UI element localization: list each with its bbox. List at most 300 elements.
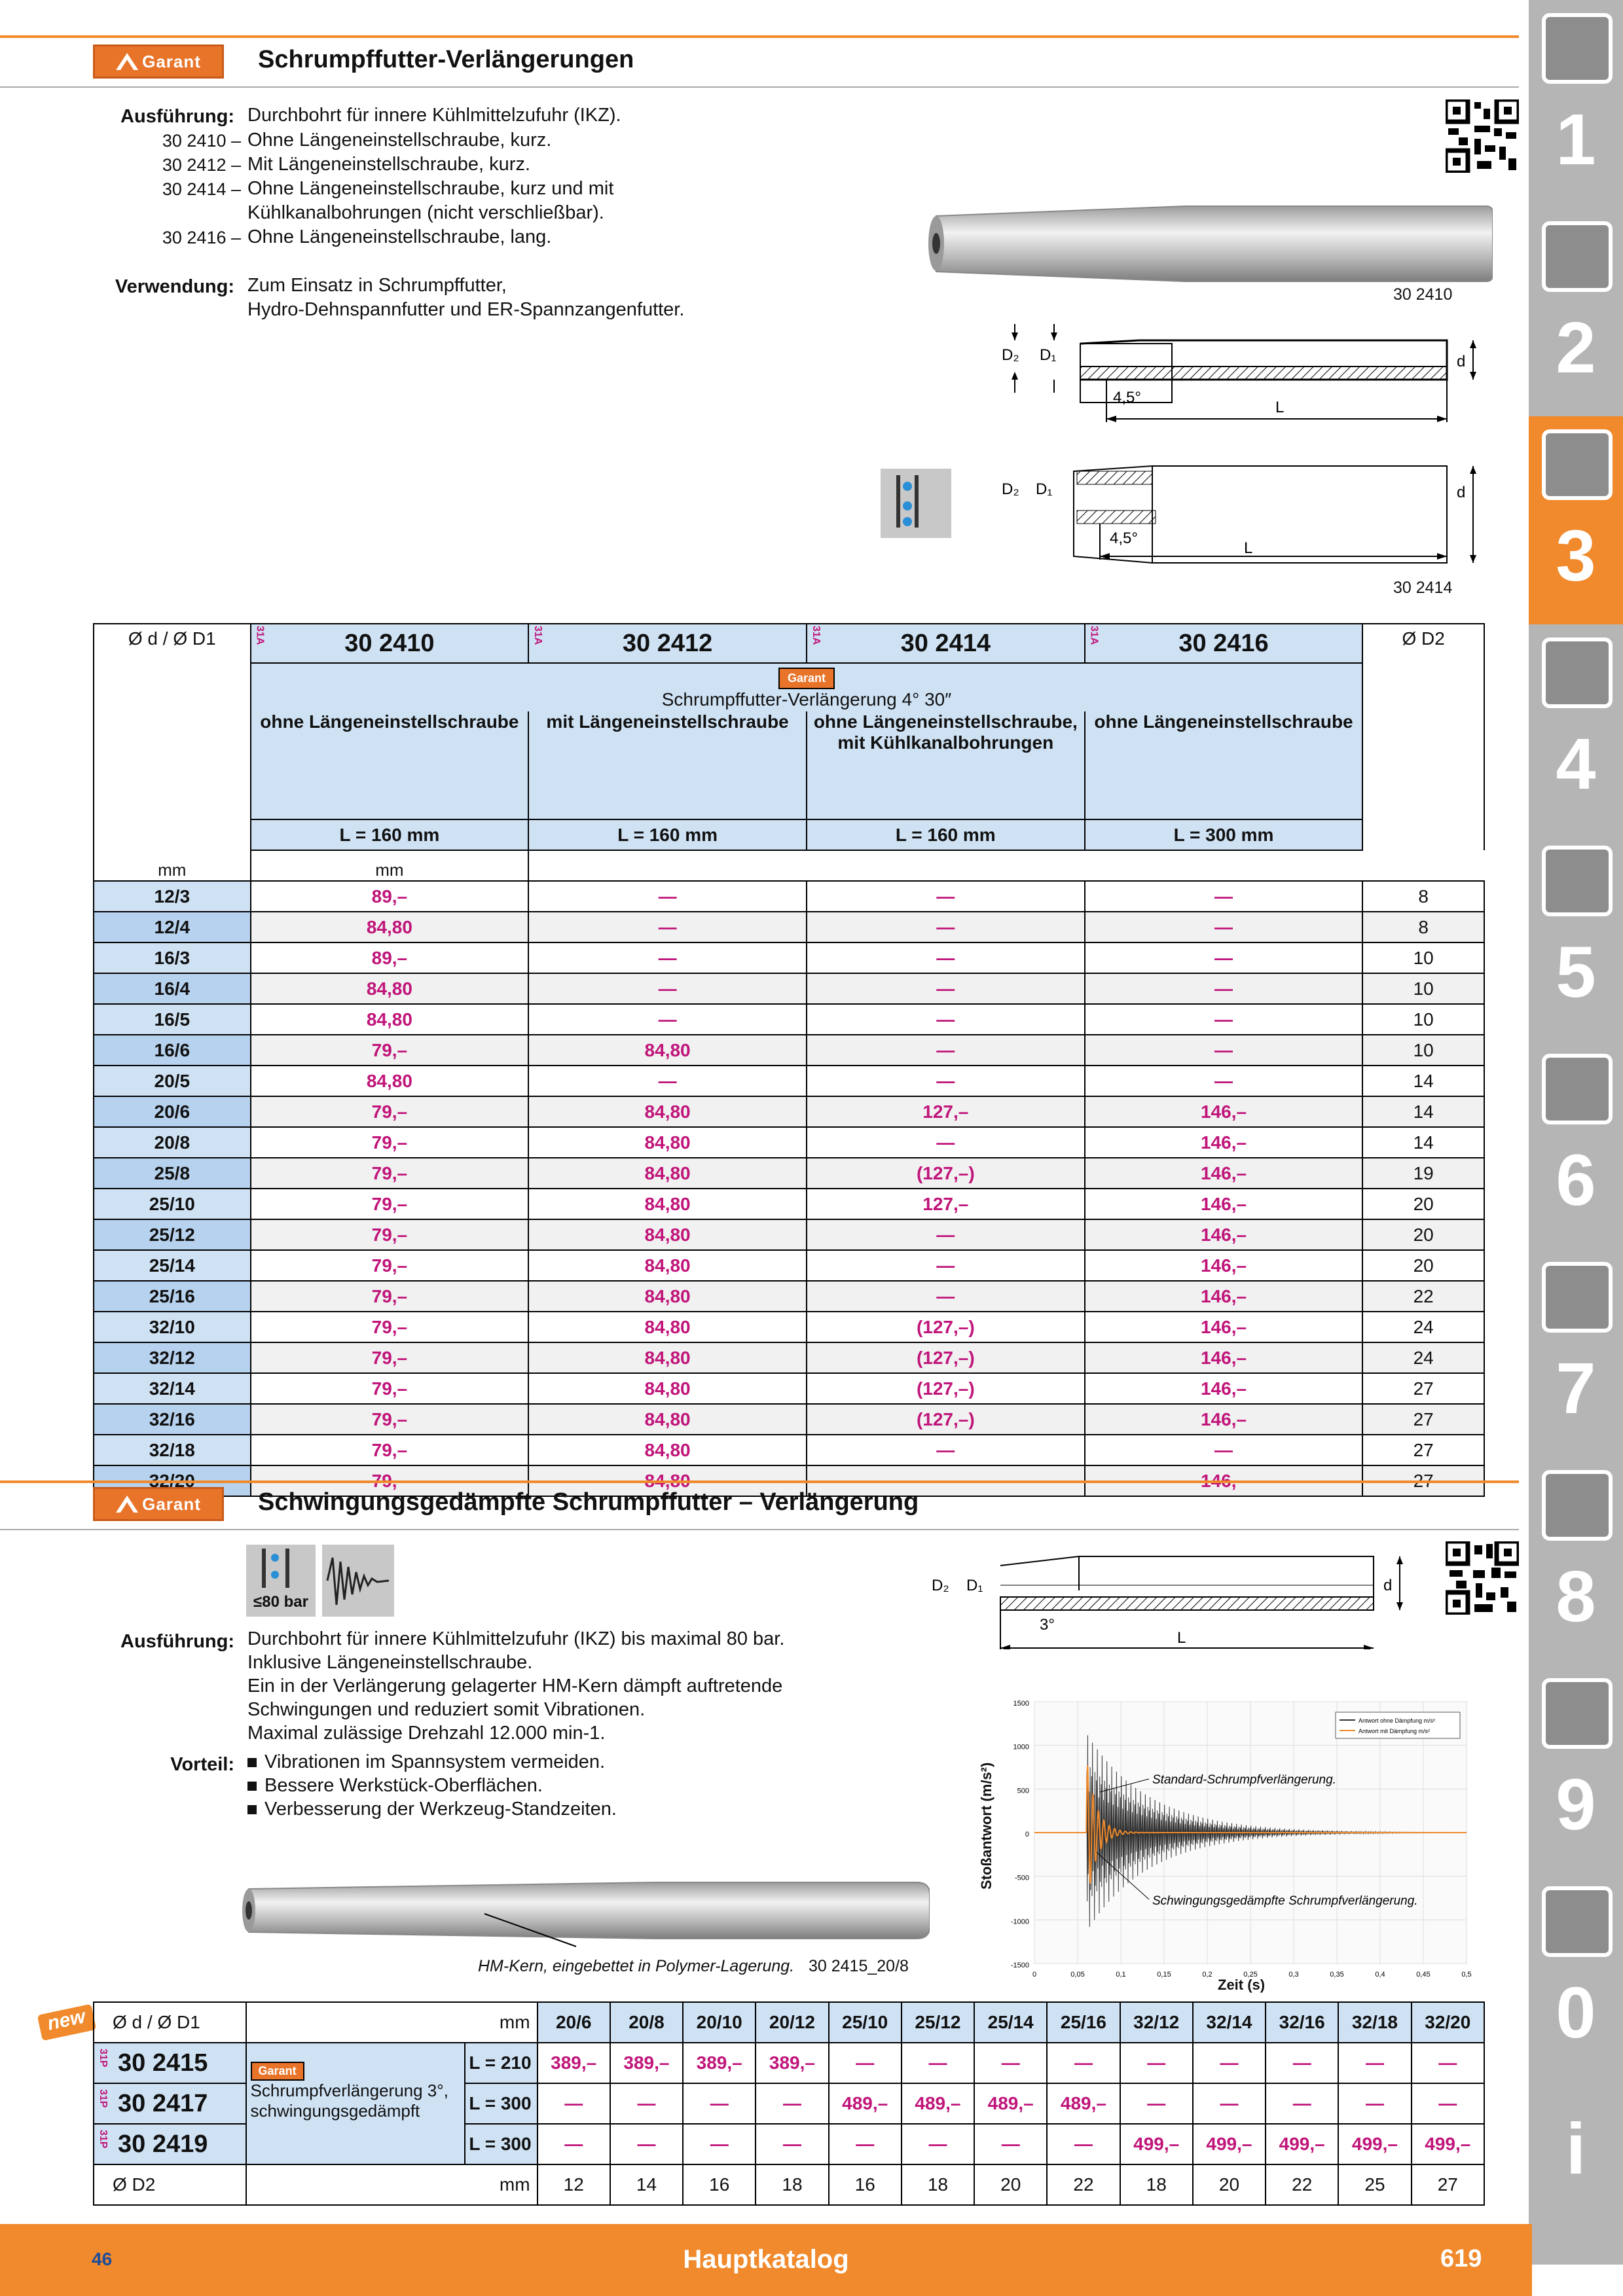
price-cell: (127,–) (807, 1404, 1085, 1435)
price-cell: — (1193, 2083, 1266, 2124)
table-row (94, 1035, 1484, 1066)
price-cell: 89,– (251, 881, 529, 912)
chart-ylabel: Stoßantwort (m/s²) (978, 1762, 994, 1890)
garant-logo-2: Garant (93, 1487, 224, 1521)
table-row (94, 1127, 1484, 1158)
dia-cell: 16/4 (94, 973, 251, 1004)
price-cell: 84,80 (528, 1435, 807, 1465)
title-underline (0, 86, 1519, 88)
unit-dia: mm (94, 850, 251, 881)
variant-code: 30 2412 – (162, 155, 241, 175)
bullet-icon (247, 1758, 257, 1767)
size-header: 25/14 (974, 2002, 1047, 2043)
price-cell: 146,– (1085, 1342, 1363, 1373)
legend-label: Antwort mit Dämpfung m/s² (1359, 1728, 1431, 1734)
dia-cell: 16/6 (94, 1035, 251, 1066)
saw-icon (1542, 846, 1613, 916)
price-cell: — (1338, 2083, 1411, 2124)
size-header: 32/12 (1120, 2002, 1193, 2043)
price-cell: 84,80 (528, 1189, 807, 1219)
svg-text:L: L (1177, 1629, 1186, 1647)
table-row (94, 1435, 1484, 1465)
d2-cell: 14 (1362, 1066, 1484, 1096)
d2-cell: 12 (538, 2164, 610, 2205)
price-cell: — (1085, 881, 1363, 912)
price-cell: 146,– (1085, 1404, 1363, 1435)
price-cell: — (807, 1250, 1085, 1281)
price-cell: — (807, 1281, 1085, 1312)
price-cell: — (807, 1219, 1085, 1250)
price-cell: 499,– (1193, 2124, 1266, 2164)
size-header: 20/12 (756, 2002, 828, 2043)
tab-2[interactable] (1529, 208, 1623, 418)
d2-cell: 16 (829, 2164, 902, 2205)
dia-cell: 32/16 (94, 1404, 251, 1435)
price-cell: 79,– (251, 1342, 529, 1373)
d2-cell: 10 (1362, 1004, 1484, 1035)
d2-cell: 22 (1266, 2164, 1338, 2205)
ausf-label: Ausführung: (120, 106, 234, 127)
header-code-2: 31A 30 2412 (528, 624, 807, 663)
size-header: 20/8 (610, 2002, 683, 2043)
d2-cell: 20 (1362, 1219, 1484, 1250)
dia-cell: 12/3 (94, 881, 251, 912)
price-cell: 79,– (251, 1250, 529, 1281)
price-cell: — (807, 1035, 1085, 1066)
drill-icon (1542, 13, 1613, 84)
price-cell: 79,– (251, 1404, 529, 1435)
tag-31p: 31P (98, 2089, 109, 2108)
tab-7[interactable] (1529, 1249, 1623, 1458)
price-cell: 389,– (683, 2043, 756, 2083)
vorteil-label: Vorteil: (170, 1754, 234, 1775)
verw-text-2: Hydro-Dehnspannfutter und ER-Spannzangenfutter. (247, 299, 685, 320)
y-tick-label: 1000 (1013, 1743, 1029, 1751)
header-d2: Ø D2 (1362, 624, 1484, 850)
img-caption-302414: 30 2414 (1393, 579, 1453, 597)
table-row (94, 1004, 1484, 1035)
price-cell: — (902, 2124, 974, 2164)
dia-cell: 32/18 (94, 1435, 251, 1465)
svg-text:L: L (1244, 539, 1253, 557)
product-image-302415 (236, 1868, 930, 1953)
product-desc (246, 2043, 465, 2164)
d2-cell: 24 (1362, 1342, 1484, 1373)
dia-cell: 20/8 (94, 1127, 251, 1158)
annotation-standard: Standard-Schrumpfverlängerung. (1152, 1773, 1336, 1787)
tab-number: 8 (1556, 1556, 1596, 1637)
d2-unit: mm (246, 2164, 538, 2205)
price-cell: — (829, 2043, 902, 2083)
desc-line: schwingungsgedämpft (250, 2101, 420, 2121)
length-cell: L = 210 (465, 2043, 537, 2083)
d2-cell: 16 (683, 2164, 756, 2205)
tab-number: 3 (1556, 516, 1596, 596)
tech-drawing-302410 (995, 314, 1506, 432)
price-cell: 79,– (251, 1035, 529, 1066)
img-caption-302410: 30 2410 (1393, 285, 1453, 304)
d2-cell: 18 (1120, 2164, 1193, 2205)
d2-cell: 10 (1362, 1035, 1484, 1066)
price-cell: 489,– (902, 2083, 974, 2124)
tab-3[interactable] (1529, 416, 1623, 626)
tab-number: 2 (1556, 308, 1596, 388)
dia-cell: 25/10 (94, 1189, 251, 1219)
price-cell: 79,– (251, 1312, 529, 1342)
section2-underline (0, 1529, 1519, 1530)
tab-6[interactable] (1529, 1041, 1623, 1250)
header-subtitle: Garant Schrumpffutter-Verlängerung 4° 30″ (251, 663, 1363, 711)
price-cell: — (528, 1004, 807, 1035)
product-image-302410 (923, 183, 1493, 301)
svg-text:4,5°: 4,5° (1113, 389, 1141, 406)
tab-number: 4 (1556, 724, 1596, 804)
ausf2-line: Maximal zulässige Drehzahl 12.000 min-1. (247, 1723, 606, 1744)
footer-bar (0, 2224, 1532, 2296)
dia-cell: 20/5 (94, 1066, 251, 1096)
table-row (94, 1066, 1484, 1096)
price-cell: 84,80 (528, 1158, 807, 1189)
price-cell: 84,80 (251, 1066, 529, 1096)
price-cell: 146,– (1085, 1250, 1363, 1281)
d2-cell: 8 (1362, 881, 1484, 912)
size-header: 32/20 (1412, 2002, 1484, 2043)
ausf2-label: Ausführung: (120, 1631, 234, 1652)
tab-9[interactable] (1529, 1665, 1623, 1874)
top-rule (0, 35, 1519, 38)
price-cell: — (1120, 2083, 1193, 2124)
price-cell: 146,– (1085, 1373, 1363, 1404)
dia-cell: 25/12 (94, 1219, 251, 1250)
tab-number: 0 (1556, 1973, 1596, 2053)
price-cell: 84,80 (528, 1373, 807, 1404)
code-text: 30 2419 (118, 2130, 208, 2158)
y-tick-label: 1500 (1013, 1700, 1029, 1708)
price-cell: — (1085, 912, 1363, 942)
annotation-damped: Schwingungsgedämpfte Schrumpfverlängerung. (1152, 1894, 1418, 1908)
x-tick-label: 0,05 (1070, 1971, 1085, 1979)
caliper-icon (1542, 637, 1613, 708)
tab-number: 5 (1556, 932, 1596, 1013)
img2-code: 30 2415_20/8 (809, 1957, 909, 1975)
price-cell: — (807, 1066, 1085, 1096)
price-cell: 84,80 (251, 1004, 529, 1035)
variant-code: 30 2410 – (162, 131, 241, 151)
price-cell: 499,– (1266, 2124, 1338, 2164)
price-cell: 146,– (1085, 1127, 1363, 1158)
dia-cell: 12/4 (94, 912, 251, 942)
tab-number: i (1565, 2109, 1586, 2189)
price-cell: — (756, 2124, 828, 2164)
price-cell: 489,– (829, 2083, 902, 2124)
d2-cell: 19 (1362, 1158, 1484, 1189)
insert-icon (1542, 221, 1613, 292)
price-cell: — (1193, 2043, 1266, 2083)
dia-cell: 20/6 (94, 1096, 251, 1127)
tab-0[interactable] (1529, 1873, 1623, 2083)
d2-cell: 18 (902, 2164, 974, 2205)
unit-d2: mm (251, 850, 529, 881)
x-tick-label: 0,3 (1288, 1971, 1299, 1979)
d2-cell: 20 (974, 2164, 1047, 2205)
price-cell: — (528, 912, 807, 942)
header-code-4: 31A 30 2416 (1085, 624, 1363, 663)
footer-page-number: 619 (1440, 2245, 1482, 2272)
price-table-1 (93, 623, 1485, 1497)
d2-cell: 27 (1362, 1373, 1484, 1404)
price-cell: — (683, 2124, 756, 2164)
coolant-icon (881, 469, 951, 538)
tech-drawing-302415 (928, 1538, 1426, 1649)
svg-text:4,5°: 4,5° (1110, 529, 1138, 547)
price-cell: 146,– (1085, 1281, 1363, 1312)
price-cell: 84,80 (528, 1219, 807, 1250)
len-4: L = 300 mm (1085, 819, 1363, 850)
d2-cell: 24 (1362, 1312, 1484, 1342)
dia-cell: 16/5 (94, 1004, 251, 1035)
svg-text:3°: 3° (1040, 1616, 1055, 1634)
garant-logo: Garant (93, 45, 224, 79)
variant-code: 30 2416 – (162, 228, 241, 247)
dia-cell: 32/14 (94, 1373, 251, 1404)
chart-xlabel: Zeit (s) (1218, 1977, 1266, 1993)
code-text: 30 2417 (118, 2089, 208, 2117)
tag-31p: 31P (98, 2049, 109, 2068)
price-cell: — (1085, 973, 1363, 1004)
ausf2-line: Ein in der Verlängerung gelagerter HM-Kern dämpft auftretende (247, 1676, 783, 1696)
dia-cell: 32/12 (94, 1342, 251, 1373)
bullet-icon (247, 1805, 257, 1814)
price-cell: 84,80 (251, 912, 529, 942)
svg-text:D₁: D₁ (966, 1577, 983, 1594)
svg-text:D₂: D₂ (1002, 480, 1019, 498)
length-cell: L = 300 (465, 2124, 537, 2164)
y-tick-label: -1000 (1010, 1918, 1029, 1926)
variant-text: Ohne Längeneinstellschraube, kurz. (247, 130, 552, 151)
len-2: L = 160 mm (528, 819, 807, 850)
ausf2-line: Inklusive Längeneinstellschraube. (247, 1652, 533, 1673)
ausf2-line: Durchbohrt für innere Kühlmittelzufuhr (IKZ) bis maximal 80 bar. (247, 1628, 785, 1649)
d2-cell: 20 (1193, 2164, 1266, 2205)
dia-cell: 25/16 (94, 1281, 251, 1312)
tab-i[interactable] (1529, 2081, 1623, 2265)
table-row (94, 1404, 1484, 1435)
tab-8[interactable] (1529, 1457, 1623, 1666)
d2-cell: 25 (1338, 2164, 1411, 2205)
dia-cell: 25/14 (94, 1250, 251, 1281)
table-row (94, 1096, 1484, 1127)
coolant-80bar-icon: ≤80 bar (246, 1545, 316, 1617)
size-header: 20/10 (683, 2002, 756, 2043)
pliers-icon (1542, 1262, 1613, 1333)
svg-text:D₁: D₁ (1040, 346, 1057, 364)
svg-text:d: d (1457, 484, 1466, 501)
price-cell: — (528, 1066, 807, 1096)
price-cell: 79,– (251, 1158, 529, 1189)
price-cell: — (538, 2124, 610, 2164)
dia-cell: 16/3 (94, 942, 251, 973)
size-header: 25/10 (829, 2002, 902, 2043)
price-cell: 84,80 (528, 1281, 807, 1312)
table-row (94, 1373, 1484, 1404)
len-3: L = 160 mm (807, 819, 1085, 850)
tab-1[interactable] (1529, 0, 1623, 209)
price-cell: 84,80 (528, 1127, 807, 1158)
table-row (94, 1219, 1484, 1250)
d2-cell: 10 (1362, 973, 1484, 1004)
length-cell: L = 300 (465, 2083, 537, 2124)
section2-rule (0, 1480, 1519, 1483)
price-cell: 127,– (807, 1189, 1085, 1219)
price-cell: 146,– (1085, 1189, 1363, 1219)
product-code (94, 2083, 246, 2124)
footer-center: Hauptkatalog (683, 2245, 849, 2274)
table-row (94, 881, 1484, 912)
tab-4[interactable] (1529, 624, 1623, 834)
qr-code-2[interactable] (1446, 1541, 1519, 1615)
svg-text:D₁: D₁ (1036, 480, 1053, 498)
price-cell: — (1047, 2124, 1120, 2164)
price-cell: — (528, 881, 807, 912)
vorteil-item: Vibrationen im Spannsystem vermeiden. (264, 1751, 606, 1772)
header-code-3: 31A 30 2414 (807, 624, 1085, 663)
verw-text-1: Zum Einsatz in Schrumpffutter, (247, 275, 507, 296)
ausf-text: Durchbohrt für innere Kühlmittelzufuhr (IKZ). (247, 105, 621, 126)
price-cell: 79,– (251, 1189, 529, 1219)
x-tick-label: 0,1 (1116, 1971, 1126, 1979)
price-cell: 146,– (1085, 1096, 1363, 1127)
d2-cell: 14 (1362, 1096, 1484, 1127)
img2-caption: HM-Kern, eingebettet in Polymer-Lagerung. (478, 1957, 795, 1975)
y-tick-label: 500 (1017, 1787, 1029, 1795)
price-cell: — (807, 973, 1085, 1004)
variant-code: 30 2414 – (162, 179, 241, 199)
x-tick-label: 0,25 (1243, 1971, 1258, 1979)
safety-icon (1542, 1886, 1613, 1957)
d2-cell: 20 (1362, 1189, 1484, 1219)
d2-cell: 8 (1362, 912, 1484, 942)
x-tick-label: 0,5 (1461, 1971, 1472, 1979)
price-cell: — (1085, 1004, 1363, 1035)
price-cell: 79,– (251, 1373, 529, 1404)
tab-number: 9 (1556, 1765, 1596, 1845)
code-text: 30 2415 (118, 2049, 208, 2077)
workbench-icon (1542, 1470, 1613, 1541)
price-cell: 499,– (1120, 2124, 1193, 2164)
table-row (94, 1342, 1484, 1373)
price-cell: 127,– (807, 1096, 1085, 1127)
price-cell: 84,80 (251, 973, 529, 1004)
price-cell: 389,– (756, 2043, 828, 2083)
len-1: L = 160 mm (251, 819, 529, 850)
product-code (94, 2124, 246, 2164)
price-cell: 499,– (1412, 2124, 1484, 2164)
ausf2-line: Schwingungen und reduziert somit Vibrationen. (247, 1699, 646, 1720)
d2-cell: 14 (610, 2164, 683, 2205)
shrink-chuck-icon (1542, 429, 1613, 500)
table-row (94, 1158, 1484, 1189)
x-tick-label: 0,2 (1202, 1971, 1213, 1979)
header-code-1: 31A 30 2410 (251, 624, 529, 663)
table-row (94, 1189, 1484, 1219)
price-cell: — (756, 2083, 828, 2124)
price-cell: — (902, 2043, 974, 2083)
section2-title: Schwingungsgedämpfte Schrumpffutter – Verlängerung (258, 1488, 919, 1516)
d2-row (94, 2164, 1484, 2205)
size-header: 25/16 (1047, 2002, 1120, 2043)
price-cell: — (1085, 1066, 1363, 1096)
table-row (94, 942, 1484, 973)
price-cell: — (829, 2124, 902, 2164)
price-cell: 79,– (251, 1435, 529, 1465)
table-row (94, 2043, 1484, 2083)
d2-label: Ø D2 (94, 2164, 246, 2205)
desc-1: ohne Längeneinstellschraube (251, 711, 529, 819)
price-cell: — (538, 2083, 610, 2124)
d2-cell: 27 (1362, 1435, 1484, 1465)
x-tick-label: 0 (1032, 1971, 1037, 1979)
variant-text: Ohne Längeneinstellschraube, lang. (247, 226, 552, 247)
damping-wave-icon (322, 1545, 394, 1617)
tab-number: 7 (1556, 1348, 1596, 1429)
desc-2: mit Längeneinstellschraube (528, 711, 807, 819)
price-cell: 79,– (251, 1219, 529, 1250)
price-cell: — (807, 881, 1085, 912)
price-cell: 146,– (1085, 1219, 1363, 1250)
d2-cell: 18 (756, 2164, 828, 2205)
x-tick-label: 0,15 (1157, 1971, 1171, 1979)
table-row (94, 1281, 1484, 1312)
verw-label: Verwendung: (115, 276, 234, 297)
price-cell: 389,– (538, 2043, 610, 2083)
section1-title: Schrumpffutter-Verlängerungen (258, 46, 634, 73)
price-cell: — (807, 1004, 1085, 1035)
size-header: 32/18 (1338, 2002, 1411, 2043)
price-cell: — (807, 912, 1085, 942)
variant-text: Ohne Längeneinstellschraube, kurz und mit (247, 178, 614, 199)
price-cell: — (610, 2083, 683, 2124)
price-cell: — (528, 973, 807, 1004)
price-cell: — (1085, 1035, 1363, 1066)
price-cell: 79,– (251, 1281, 529, 1312)
price-cell: 84,80 (528, 1096, 807, 1127)
price-cell: (127,–) (807, 1312, 1085, 1342)
y-tick-label: -1500 (1010, 1962, 1029, 1969)
price-cell: 489,– (1047, 2083, 1120, 2124)
price-cell: — (1338, 2043, 1411, 2083)
y-tick-label: -500 (1014, 1874, 1029, 1882)
header-dia: Ø d / Ø D1 (94, 624, 251, 850)
price-cell: 79,– (251, 1127, 529, 1158)
y-tick-label: 0 (1025, 1831, 1029, 1839)
tab-number: 6 (1556, 1140, 1596, 1221)
desc-3: ohne Längeneinstellschraube, mit Kühlkanalbohrungen (807, 711, 1085, 819)
price-cell: — (1412, 2043, 1484, 2083)
qr-code-1[interactable] (1446, 99, 1519, 173)
size-header: 25/12 (902, 2002, 974, 2043)
vorteil-item: Verbesserung der Werkzeug-Standzeiten. (264, 1799, 617, 1820)
size-header: 20/6 (538, 2002, 610, 2043)
price-cell: — (1412, 2083, 1484, 2124)
price-cell: 84,80 (528, 1342, 807, 1373)
variant-text: Kühlkanalbohrungen (nicht verschließbar). (247, 202, 604, 223)
tab-5[interactable] (1529, 833, 1623, 1042)
price-cell: 84,80 (528, 1035, 807, 1066)
cabinet-icon (1542, 1678, 1613, 1749)
bullet-icon (247, 1782, 257, 1791)
size-header: 32/14 (1193, 2002, 1266, 2043)
header-unit: mm (246, 2002, 538, 2043)
